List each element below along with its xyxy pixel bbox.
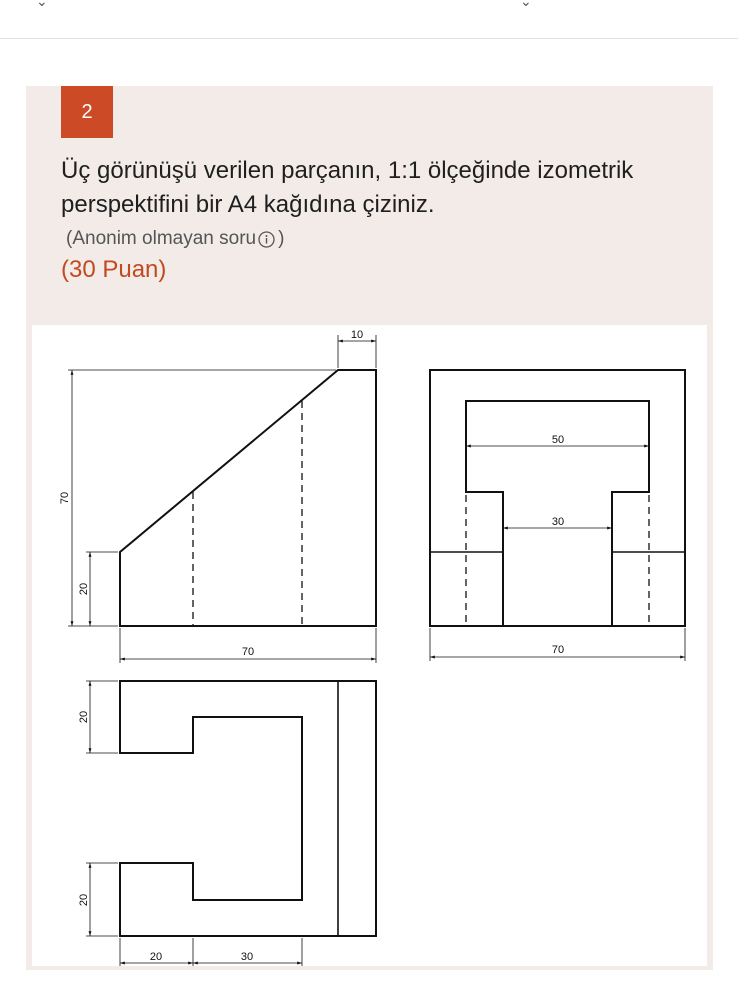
anonymous-note-label: (Anonim olmayan soru — [66, 228, 257, 249]
anonymous-note-close: ) — [278, 228, 285, 249]
info-icon[interactable] — [258, 231, 275, 248]
anonymous-note — [66, 228, 284, 250]
dimension-label: 20 — [78, 893, 90, 907]
technical-drawing — [32, 325, 707, 966]
dimension-label: 20 — [78, 582, 90, 596]
dimension-label: 70 — [551, 644, 565, 656]
top-view — [86, 681, 376, 966]
dimension-label: 20 — [78, 710, 90, 724]
question-number: 2 — [61, 86, 113, 138]
front-view-outline — [120, 370, 376, 626]
dimension-label: 10 — [350, 329, 364, 341]
dimension-label: 30 — [551, 516, 565, 528]
dimension-label: 70 — [241, 646, 255, 658]
dimension-label: 20 — [149, 951, 163, 963]
dimension-label: 70 — [59, 491, 71, 505]
front-view — [68, 335, 376, 663]
top-bar — [0, 0, 738, 39]
side-view-outline — [430, 370, 685, 626]
question-points: (30 Puan) — [61, 256, 167, 283]
dimension-label: 50 — [551, 434, 565, 446]
three-view-drawing — [32, 325, 707, 966]
chevron-down-icon[interactable]: ⌄ — [36, 0, 48, 9]
question-text: Üç görünüşü verilen parçanın, 1:1 ölçeğinde izometrik perspektifini bir A4 kağıdına çiziniz. — [61, 157, 634, 218]
dimension-label: 30 — [240, 951, 254, 963]
chevron-down-icon[interactable]: ⌄ — [520, 0, 532, 9]
